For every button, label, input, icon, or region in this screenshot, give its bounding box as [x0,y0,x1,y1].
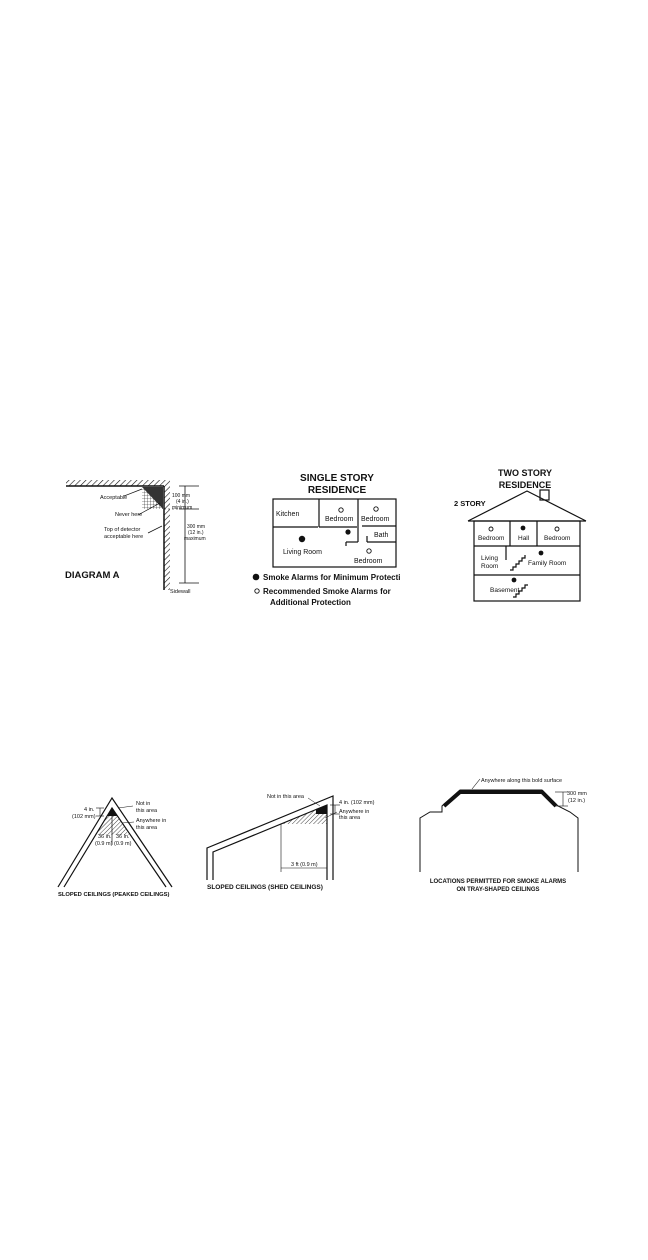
peaked-any-1: Anywhere in [136,818,167,824]
room-hall: Hall [518,535,530,542]
single-story-title-1: SINGLE STORY [300,473,374,484]
sidewall-hatch [164,480,170,590]
peaked-not-1: Not in [136,801,151,807]
legend-recommended-1: Recommended Smoke Alarms for [263,587,391,596]
shed-any-1: Anywhere in [339,809,370,815]
ceiling-hatch [66,480,164,486]
top-of-detector-label: Top of detector [104,527,141,533]
dim-bottom-1: 300 mm [187,524,206,530]
tray-caption-1: LOCATIONS PERMITTED FOR SMOKE ALARMS [429,879,567,885]
alarm-minimum-icon [299,536,305,542]
tray-bold-surface-label: Anywhere along this bold surface [481,778,563,784]
peaked-not-2: this area [136,808,158,814]
shed-ceiling-diagram [207,794,375,891]
peaked-left-2: (0.9 m) [95,841,113,847]
legend-minimum: Smoke Alarms for Minimum Protecti [263,573,401,582]
room-bath: Bath [374,532,389,539]
room-living: Living Room [283,549,322,556]
top-of-detector-label-2: acceptable here [104,534,144,540]
room-bedroom-1: Bedroom [478,535,505,542]
alarm-recommended-icon [339,508,343,512]
shed-not-in: Not in this area [267,794,304,800]
not-in-area [107,808,117,816]
room-basement: Basement [490,587,520,594]
tray-ceiling-diagram [420,778,587,893]
alarm-minimum-icon [539,551,544,556]
never-here-label: Never here [115,512,143,518]
peaked-any-2: this area [136,825,158,831]
two-story-title-1: TWO STORY [498,468,552,478]
sidewall-label: Sidewall [170,589,191,595]
room-bedroom-3: Bedroom [354,558,383,565]
single-story-title-2: RESIDENCE [307,485,367,496]
alarm-recommended-icon [367,549,371,553]
peaked-ceiling-diagram [58,798,172,898]
peaked-caption: SLOPED CEILINGS (PEAKED CEILINGS) [58,892,170,898]
alarm-recommended-icon [555,527,559,531]
tray-dim-1: 300 mm [567,791,587,797]
room-bedroom-1: Bedroom [325,516,354,523]
diagram-a [65,480,206,595]
house-outline [468,490,586,601]
peaked-dim-2: (102 mm) [72,814,96,820]
diagram-a-title: DIAGRAM A [65,570,120,581]
dim-top-1: 100 mm [172,493,191,499]
shed-any-2: this area [339,815,361,821]
peaked-right-2: (0.9 m) [114,841,132,847]
alarm-recommended-icon [374,507,378,511]
two-story-residence [454,468,586,601]
acceptable-label: Acceptable [100,495,128,501]
alarm-minimum-icon [521,526,526,531]
peaked-left-1: 36 in. [98,834,112,840]
legend-recommended-icon [255,589,259,593]
room-family: Family Room [528,560,567,567]
alarm-minimum-icon [512,578,517,583]
legend-minimum-icon [253,574,260,581]
peaked-dim-1: 4 in. [84,807,95,813]
two-story-label: 2 STORY [454,499,486,508]
dim-bottom-2: (12 in.) [188,530,204,536]
room-bedroom-2: Bedroom [544,535,571,542]
single-story-residence [253,473,401,607]
peaked-right-1: 36 in. [116,834,130,840]
dim-top-3: minimum [172,505,193,511]
room-living-1: Living [481,555,498,562]
alarm-recommended-icon [489,527,493,531]
dim-top-2: (4 in.) [176,499,189,505]
room-kitchen: Kitchen [276,511,300,518]
tray-dim-2: (12 in.) [568,798,586,804]
bold-surface [444,792,556,806]
shed-caption: SLOPED CEILINGS (SHED CEILINGS) [207,884,323,891]
not-in-area [316,805,327,814]
room-living-2: Room [481,563,499,570]
legend-recommended-2: Additional Protection [270,598,351,607]
tray-caption-2: ON TRAY-SHAPED CEILINGS [456,887,540,893]
two-story-title-2: RESIDENCE [498,480,552,490]
room-bedroom-2: Bedroom [361,516,390,523]
alarm-minimum-icon [345,529,350,534]
shed-dim: 4 in. (102 mm) [339,800,375,806]
dim-bottom-3: maximum [184,536,206,542]
shed-width: 3 ft (0.9 m) [291,862,318,868]
